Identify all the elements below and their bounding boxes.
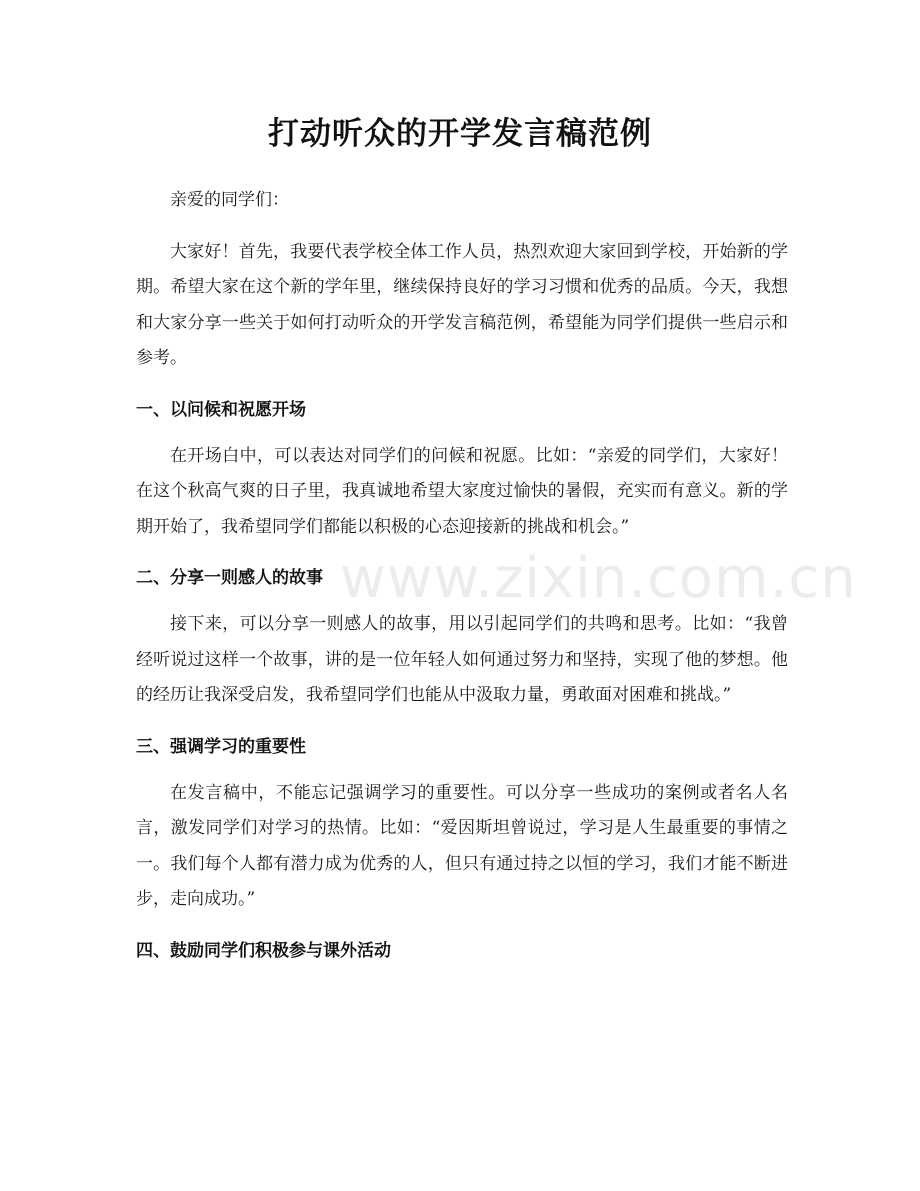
greeting: 亲爱的同学们： — [170, 190, 289, 210]
watermark: www.zixin.com.cn — [340, 546, 857, 611]
section-heading: 三、强调学习的重要性 — [136, 736, 306, 757]
section-body: 在开场白中，可以表达对同学们的问候和祝愿。比如：“亲爱的同学们，大家好！在这个秋高气爽的日子里，我真诚地希望大家度过愉快的暑假，充实而有意义。新的学期开始了，我希望同学们都能以积极的心态迎接新的挑战和机会。” — [136, 445, 788, 537]
section-body: 接下来，可以分享一则感人的故事，用以引起同学们的共鸣和思考。比如：“我曾经听说过这样一个故事，讲的是一位年轻人如何通过努力和坚持，实现了他的梦想。他的经历让我深受启发，我希望同学们也能从中汲取力量，勇敢面对困难和挑战。” — [136, 614, 788, 705]
intro-paragraph: 大家好！首先，我要代表学校全体工作人员，热烈欢迎大家回到学校，开始新的学期。希望大家在这个新的学年里，继续保持良好的学习习惯和优秀的品质。今天，我想和大家分享一些关于如何打动听众的开学发言稿范例，希望能为同学们提供一些启示和参考。 — [136, 241, 788, 368]
document-title: 打动听众的开学发言稿范例 — [268, 116, 652, 152]
section-body: 在发言稿中，不能忘记强调学习的重要性。可以分享一些成功的案例或者名人名言，激发同学们对学习的热情。比如：“爱因斯坦曾说过，学习是人生最重要的事情之一。我们每个人都有潜力成为优秀的人，但只有通过持之以恒的学习，我们才能不断进步，走向成功。” — [136, 782, 788, 909]
section-heading: 二、分享一则感人的故事 — [136, 568, 323, 588]
section-heading: 一、以问候和祝愿开场 — [136, 399, 306, 420]
document-body — [136, 183, 788, 968]
section-heading: 四、鼓励同学们积极参与课外活动 — [136, 940, 391, 961]
